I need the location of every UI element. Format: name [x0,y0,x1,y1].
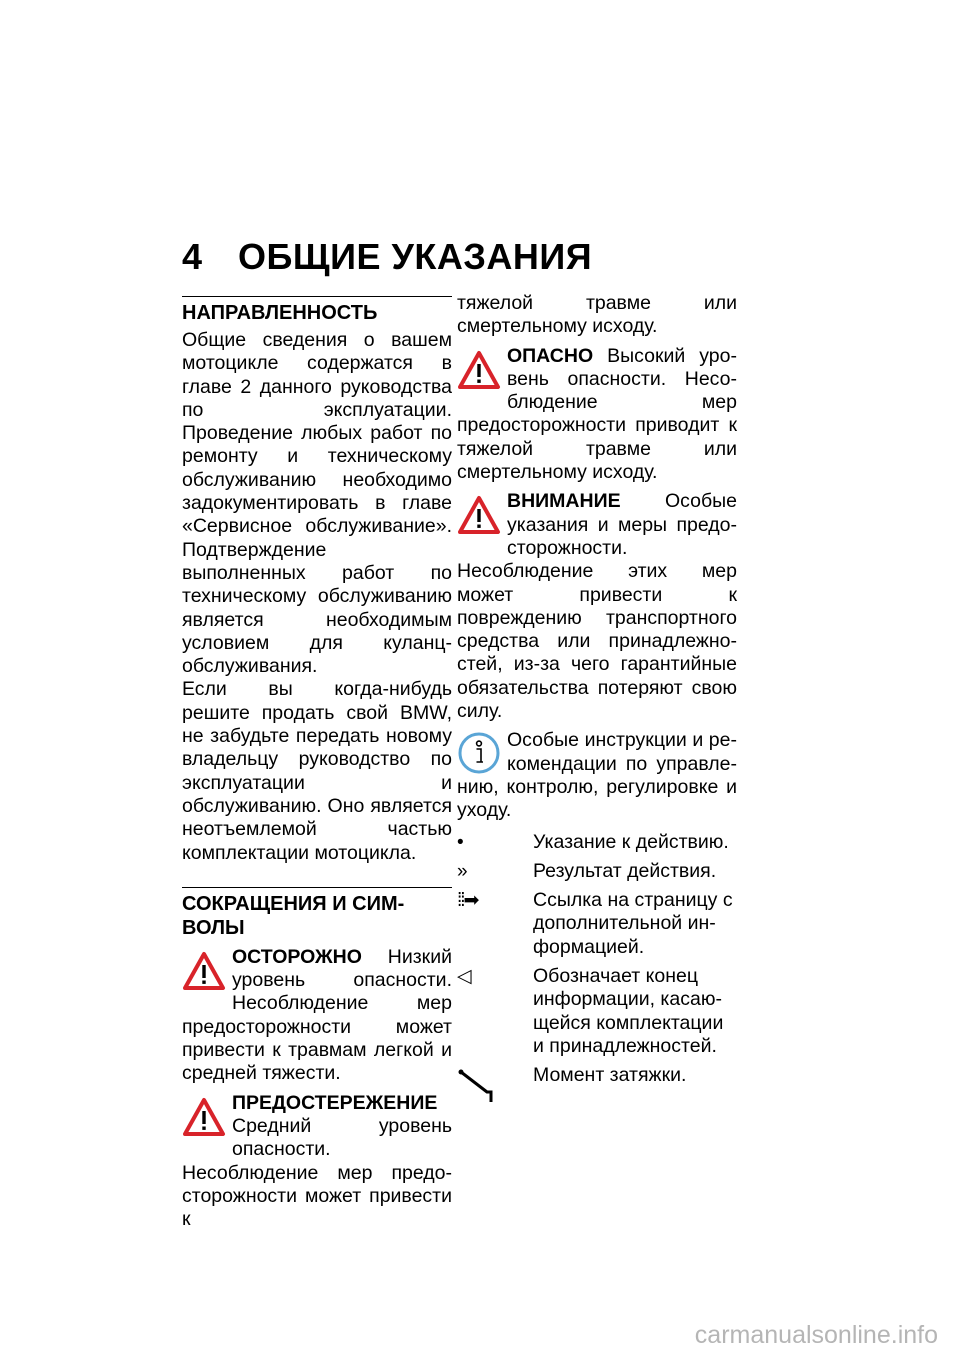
legend-row [457,831,737,854]
legend-row [457,965,737,1058]
symbol-legend [457,831,737,1111]
legend-description: Указание к действию. [533,830,729,853]
purpose-paragraph-1: Общие сведения о вашем мотоцикле содержатся в главе 2 данного руководства по эксплуатации. Проведение любых работ по ремонту и техническому обслуживанию необходимо задокументировать в главе «Сервисное обслуживание». Подтверждение выполненных работ по техническому обслуживанию является необходимым условием для куланц-обслуживания. [182,329,452,678]
caution-notice [182,946,452,1086]
bullet-icon: • [457,831,464,853]
watermark: carmanualsonline.info [694,1321,938,1349]
caution-keyword: ОСТОРОЖНО [232,945,362,968]
warning-triangle-icon [182,1096,226,1140]
purpose-paragraph-2: Если вы когда-нибудь решите продать свой BMW, не забудьте передать новому владельцу руководство по эксплуатации и обслуживанию. Оно является неотъемлемой частью комплектации мотоцикла. [182,678,452,864]
warning-text-continued: тяжелой травме или смертельному исходу. [457,292,737,338]
info-icon [457,731,501,775]
warning-triangle-icon [182,950,226,994]
attention-text: Особые указания и меры предосторожности. Несоблюдение этих мер может привести к повреждению транспортного средства или принадлежностей, из-за чего гарантийные обязательства потеряют свою силу. [457,490,737,723]
right-column [457,292,737,1111]
info-notice [457,729,737,822]
legend-description: Момент затяжки. [533,1064,687,1087]
warning-triangle-icon [457,349,501,393]
legend-row [457,1064,737,1110]
page-ref-arrow-icon: ⁞⁞➡ [457,890,478,912]
result-icon: » [457,860,468,882]
legend-row [457,889,737,959]
caution-text: Низкий уровень опасности. Несоблюдение мер предосторожности может привести к травмам легкой и средней тяжести. [182,945,452,1085]
warning-notice [182,1092,452,1232]
section-heading-symbols: СОКРАЩЕНИЯ И СИМВОЛЫ [182,892,405,939]
end-marker-icon: ◁ [457,966,472,988]
legend-description: Результат действия. [533,859,717,882]
left-column [182,296,452,1231]
page-title [182,236,592,278]
legend-description: Ссылка на страницу с дополнительной информацией. [533,889,733,958]
danger-keyword: ОПАСНО [507,344,594,367]
section-divider [182,296,452,297]
chapter-number: 4 [182,236,203,277]
attention-notice [457,490,737,723]
warning-triangle-icon [457,494,501,538]
section-divider [182,887,452,888]
section-heading-purpose: НАПРАВЛЕННОСТЬ [182,302,378,324]
chapter-title: ОБЩИЕ УКАЗАНИЯ [238,236,593,277]
warning-keyword: ПРЕДОСТЕРЕЖЕНИЕ [232,1091,438,1114]
legend-description: Обозначает конец информации, касающейся комплектации и принадлежностей. [533,965,724,1057]
torque-wrench-icon [457,1064,533,1110]
warning-text: Средний уровень опасности. Несоблюдение мер предосторожности может привести к [182,1114,452,1231]
attention-keyword: ВНИМАНИЕ [507,490,621,513]
info-text: Особые инструкции и рекомендации по управлению, контролю, регулировке и уходу. [457,729,737,822]
danger-text: Высокий уровень опасности. Несоблюдение мер предосторожности приводит к тяжелой травме или смертельному исходу. [457,344,737,484]
danger-notice [457,345,737,485]
legend-row [457,860,737,883]
